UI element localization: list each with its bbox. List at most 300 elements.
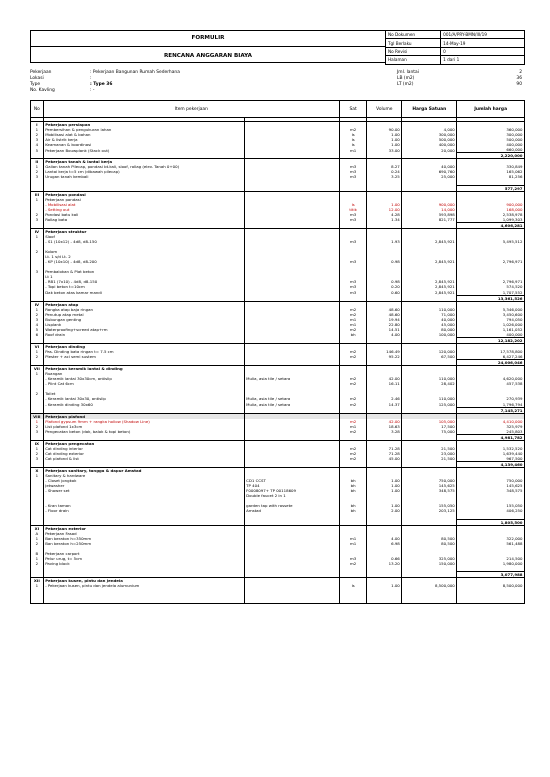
cell-vol: 146.49: [367, 349, 402, 354]
cell-sat: m2: [339, 307, 367, 312]
cell-sat: m2: [339, 327, 367, 332]
cell-sat: bh: [339, 488, 367, 493]
cell-jh: 400,000: [457, 142, 525, 147]
cell-vol: 42.00: [367, 376, 402, 381]
cell-no: II: [31, 159, 44, 165]
cell-jh: 794,050: [457, 317, 525, 322]
cell-item: Pekerjaan Bouwplank (Stack out): [43, 147, 244, 153]
cell-jh: 1,099,303: [457, 217, 525, 223]
cell-sat: m3: [339, 212, 367, 217]
cell-item: Sloof: [43, 234, 244, 239]
cell-item: List plafond 1x3cm: [43, 424, 244, 429]
cell-vol: 1.00: [367, 137, 402, 142]
cell-vol: 0.98: [367, 279, 402, 284]
cell-spec: garden tap with rossete: [244, 503, 339, 508]
cell-jh: 24,006,046: [457, 360, 525, 366]
cell-jh: 967,500: [457, 456, 525, 462]
cell-hs: 110,000: [402, 396, 457, 401]
cell-jh: 561,488: [457, 541, 525, 546]
cell-item: Pekerjaan pondasi: [43, 191, 244, 197]
info-value: : Pekerjaan Bangunan Rumah Sederhana: [90, 70, 180, 75]
cell-no: 1: [31, 197, 44, 202]
cell-hs: 21,500: [402, 446, 457, 451]
cell-vol: 0.98: [367, 259, 402, 264]
cell-vol: 95.22: [367, 354, 402, 360]
cell-no: 3: [31, 137, 44, 142]
cell-vol: 1.00: [367, 583, 402, 588]
cell-jh: 5,346,000: [457, 307, 525, 312]
cell-sat: titik: [339, 207, 367, 212]
col-no: No: [31, 101, 44, 118]
cell-sat: bh: [339, 508, 367, 513]
cell-sat: m1: [339, 322, 367, 327]
cell-no: 2: [31, 249, 44, 254]
form-title-box: [30, 30, 386, 63]
cell-spec: CD1 CCST: [244, 478, 339, 483]
cell-item: Ban beraton h=250mm: [43, 541, 244, 546]
cell-no: 1: [31, 446, 44, 451]
cell-no: XI: [31, 525, 44, 531]
cell-no: 5: [31, 327, 44, 332]
cell-hs: 2,845,921: [402, 284, 457, 289]
cell-jh: 900,000: [457, 202, 525, 207]
cell-no: VI: [31, 343, 44, 349]
cell-jh: 1,161,052: [457, 327, 525, 332]
cell-vol: 1.00: [367, 483, 402, 488]
cell-item: Cat plafond & list: [43, 456, 244, 462]
cell-sat: m2: [339, 419, 367, 424]
cell-sat: m3: [339, 556, 367, 561]
cell-hs: 2,845,921: [402, 259, 457, 264]
cell-sat: ls: [339, 137, 367, 142]
cell-sat: m2: [339, 127, 367, 132]
cell-no: 1: [31, 419, 44, 424]
cell-vol: 48.60: [367, 307, 402, 312]
cell-sat: ls: [339, 583, 367, 588]
cell-jh: 6,427,246: [457, 354, 525, 360]
info-key: Pekerjaan: [30, 70, 52, 75]
cell-no: IV: [31, 301, 44, 307]
cell-item: - Mobilisasi alat: [43, 202, 244, 207]
cell-sat: m2: [339, 429, 367, 435]
cell-jh: 2,796,971: [457, 279, 525, 284]
cell-hs: 45,000: [402, 322, 457, 327]
cell-hs: 2,845,921: [402, 279, 457, 284]
cell-jh: 360,000: [457, 127, 525, 132]
cell-sat: m3: [339, 259, 367, 264]
meta-value: 001/A/PRY-BMN/III/19: [441, 31, 525, 39]
cell-sat: m3: [339, 217, 367, 223]
cell-hs: 593,898: [402, 212, 457, 217]
cell-hs: 4,000: [402, 127, 457, 132]
cell-sat: bh: [339, 483, 367, 488]
cell-vol: 14.37: [367, 401, 402, 407]
cell-no: [31, 598, 44, 604]
cell-item: Pembalokan & Plat beton: [43, 269, 244, 274]
cell-vol: 71.28: [367, 451, 402, 456]
cell-spec: TP 404: [244, 483, 339, 488]
cell-jh: 245,803: [457, 429, 525, 435]
cell-sat: m2: [339, 312, 367, 317]
cell-item: Plester + aci semi sustem: [43, 354, 244, 360]
cell-no: 1: [31, 349, 44, 354]
cell-item: - RB1 (7x10) - 4d8, d8-150: [43, 279, 244, 284]
cell-item: - Keramik dinding 30x60: [43, 401, 244, 407]
meta-value: 1 dari 1: [441, 56, 525, 64]
cell-jh: 4,981,782: [457, 434, 525, 440]
cell-vol: 71.28: [367, 446, 402, 451]
cell-sat: m1: [339, 536, 367, 541]
cell-jh: 4,139,460: [457, 462, 525, 468]
cell-item: Penutup atap metal: [43, 312, 244, 317]
cell-hs: 40,000: [402, 317, 457, 322]
cell-hs: 500,000: [402, 137, 457, 142]
cell-vol: 48.60: [367, 312, 402, 317]
cell-vol: [367, 598, 402, 604]
cell-jh: 1,026,000: [457, 322, 525, 327]
cell-jh: 155,050: [457, 503, 525, 508]
cell-hs: 40,000: [402, 164, 457, 169]
info-value: : Type 36: [90, 82, 113, 87]
cell-vol: 13.20: [367, 561, 402, 566]
table-row: [31, 598, 525, 604]
cell-jh: 2,796,971: [457, 259, 525, 264]
cell-no: 1: [31, 556, 44, 561]
cell-vol: 1.00: [367, 503, 402, 508]
info-value: : -: [90, 88, 95, 93]
cell-jh: 4,606,281: [457, 222, 525, 228]
cell-vol: 4.00: [367, 332, 402, 338]
cell-sat: m2: [339, 381, 367, 386]
cell-jh: 750,000: [457, 478, 525, 483]
cell-jh: 1,805,500: [457, 519, 525, 525]
cell-item: - Pekerjaan kusen, pintu dan jendela alumunium: [43, 583, 244, 588]
cell-item: Pekerjaan kusen, pintu dan jendela: [43, 578, 244, 584]
cell-item: Paving block: [43, 561, 244, 566]
cell-sat: m3: [339, 169, 367, 174]
cell-sat: m1: [339, 424, 367, 429]
cell-jh: 1,639,440: [457, 451, 525, 456]
cell-hs: 203,125: [402, 508, 457, 513]
cell-sat: m2: [339, 446, 367, 451]
cell-hs: 300,000: [402, 132, 457, 137]
cell-item: Toilet: [43, 391, 244, 396]
cell-item: Pekerjaan exterior: [43, 525, 244, 531]
cell-hs: 2,845,921: [402, 290, 457, 296]
info-value: :: [90, 76, 92, 81]
cell-item: - Plint Cat 6cm: [43, 381, 244, 386]
cell-sat: m2: [339, 396, 367, 401]
cell-item: Pengecatan beton (dak, balok & topi beton): [43, 429, 244, 435]
cell-jh: 3,077,988: [457, 571, 525, 577]
cell-item: Pekerjaan atap: [43, 301, 244, 307]
cell-hs: 80,500: [402, 536, 457, 541]
cell-no: 1: [31, 583, 44, 588]
cell-jh: 406,250: [457, 508, 525, 513]
cell-item: Pekerjaan pondasi: [43, 197, 244, 202]
cell-jh: 13,361,526: [457, 295, 525, 301]
cell-no: 2: [31, 391, 44, 396]
cell-no: 3: [31, 317, 44, 322]
cell-item: Rollag bata: [43, 217, 244, 223]
cell-jh: 165,062: [457, 169, 525, 174]
cell-item: - Floor drain: [43, 508, 244, 513]
cell-hs: 80,500: [402, 541, 457, 546]
info-key: Jml. lantai: [397, 70, 419, 75]
cell-vol: 1.00: [367, 132, 402, 137]
cell-no: 2: [31, 451, 44, 456]
cell-item: Lantai kerja t=5 cm (dibawah pilecap): [43, 169, 244, 174]
cell-jh: 400,000: [457, 332, 525, 338]
table-row: [31, 396, 525, 401]
cell-vol: 1.93: [367, 239, 402, 244]
cell-jh: 17,578,800: [457, 349, 525, 354]
cell-vol: 0.60: [367, 290, 402, 296]
info-key: LT (m2): [397, 82, 414, 87]
cell-no: 5: [31, 147, 44, 153]
cell-sat: m2: [339, 451, 367, 456]
cell-vol: 2.46: [367, 396, 402, 401]
cell-no: 2: [31, 312, 44, 317]
cell-jh: 270,939: [457, 396, 525, 401]
cell-item: Pembersihan & pengukuran lahan: [43, 127, 244, 132]
cell-hs: [402, 598, 457, 604]
cell-vol: 4.00: [367, 536, 402, 541]
cell-hs: 21,500: [402, 456, 457, 462]
cell-no: 1: [31, 307, 44, 312]
cell-hs: 25,000: [402, 174, 457, 179]
cell-item: Ban beraton h=350mm: [43, 536, 244, 541]
cell-item: Urugan tanah kembali: [43, 174, 244, 179]
cell-no: 2: [31, 424, 44, 429]
cell-item: Pas. Dinding bata ringan t= 7.5 cm: [43, 349, 244, 354]
cell-spec: Mulia, asia tile / setara: [244, 396, 339, 401]
cell-item: Air & listrik kerja: [43, 137, 244, 142]
cell-vol: 45.00: [367, 456, 402, 462]
cell-vol: 1.34: [367, 217, 402, 223]
cell-item: - Closet jongkok: [43, 478, 244, 483]
cell-no: IX: [31, 440, 44, 446]
cell-item: Dak beton atas kamar mandi: [43, 290, 244, 296]
cell-hs: 14,000: [402, 207, 457, 212]
cell-no: 3: [31, 269, 44, 274]
cell-vol: 2.00: [367, 508, 402, 513]
cell-sat: m2: [339, 456, 367, 462]
cell-jh: 8,500,000: [457, 583, 525, 588]
form-subtitle: RENCANA ANGGARAN BIAYA: [164, 53, 252, 59]
col-volume: Volume: [367, 101, 402, 118]
cell-jh: 1,980,000: [457, 561, 525, 566]
cell-no: A: [31, 531, 44, 536]
cell-item: Lt 1: [43, 274, 244, 279]
cell-sat: ls: [339, 202, 367, 207]
cell-sat: m2: [339, 561, 367, 566]
cell-item: Pekerjaan persiapan: [43, 122, 244, 128]
cell-vol: 0.24: [367, 169, 402, 174]
cell-vol: 14.51: [367, 327, 402, 332]
cell-hs: 105,000: [402, 419, 457, 424]
cell-item: - Keramik lantai 30x30cm, antislip: [43, 376, 244, 381]
cell-vol: 42.00: [367, 419, 402, 424]
cell-jh: 2,220,000: [457, 153, 525, 159]
col-harga-satuan: Harga Satuan: [402, 101, 457, 118]
cell-item: Pekerjaan plafond: [43, 413, 244, 419]
cell-item: Bubungan genting: [43, 317, 244, 322]
cell-item: - Keramik lantai 30x30, antislip: [43, 396, 244, 401]
cell-jh: 12,182,202: [457, 337, 525, 343]
cell-sat: m2: [339, 376, 367, 381]
cell-sat: bh: [339, 503, 367, 508]
cell-hs: 120,000: [402, 349, 457, 354]
cell-hs: 2,845,921: [402, 239, 457, 244]
cell-no: VIII: [31, 413, 44, 419]
meta-label: No Revisi: [386, 47, 441, 55]
cell-hs: 690,760: [402, 169, 457, 174]
cell-item: Pekerjaan carport: [43, 551, 244, 556]
cell-no: VII: [31, 366, 44, 372]
cell-no: I: [31, 122, 44, 128]
cell-vol: 0.66: [367, 556, 402, 561]
cell-item: Pekerjaan pengecatan: [43, 440, 244, 446]
cell-jh: 4,620,000: [457, 376, 525, 381]
cell-jh: 1,796,794: [457, 401, 525, 407]
cell-jh: 660,000: [457, 147, 525, 153]
cell-jh: 214,500: [457, 556, 525, 561]
cell-no: 1: [31, 164, 44, 169]
cell-no: XII: [31, 578, 44, 584]
cell-vol: 90.00: [367, 127, 402, 132]
cell-sat: m3: [339, 279, 367, 284]
cell-sat: m2: [339, 354, 367, 360]
cell-sat: [339, 598, 367, 604]
cell-no: 3: [31, 456, 44, 462]
cell-vol: 22.80: [367, 322, 402, 327]
cell-jh: 300,000: [457, 132, 525, 137]
cell-hs: 67,500: [402, 354, 457, 360]
cell-hs: 150,000: [402, 561, 457, 566]
cell-jh: [457, 598, 525, 604]
cell-item: - Topi beton t=10cm: [43, 284, 244, 289]
form-header: [30, 30, 525, 63]
cell-vol: 6.98: [367, 541, 402, 546]
cell-item: Pekerjaan keramik lantai & dinding: [43, 366, 244, 372]
info-key: Lokasi: [30, 76, 44, 81]
info-value: 90: [516, 82, 522, 87]
cell-item: - KP (10x10) - 4d8, d8-200: [43, 259, 244, 264]
col-item: Item pekerjaan: [43, 101, 339, 118]
cell-no: 1: [31, 371, 44, 376]
cell-vol: 8.27: [367, 164, 402, 169]
boq-body: [31, 118, 525, 604]
cell-spec: Mulia, asia tile / setara: [244, 401, 339, 407]
cell-no: 3: [31, 217, 44, 223]
cell-hs: 900,000: [402, 202, 457, 207]
cell-item: Pekerjaan tanah & lantai kerja: [43, 159, 244, 165]
cell-vol: 33.00: [367, 147, 402, 153]
cell-vol: 0.20: [367, 284, 402, 289]
cell-vol: 16.11: [367, 381, 402, 386]
form-title: FORMULIR: [191, 35, 225, 41]
cell-item: Keamanan & koordinasi: [43, 142, 244, 147]
boq-table: [30, 100, 525, 604]
cell-spec: Double faucet 2 in 1: [244, 493, 339, 498]
cell-jh: 1,532,520: [457, 446, 525, 451]
cell-item: Roof drain: [43, 332, 244, 338]
cell-jh: 325,979: [457, 424, 525, 429]
cell-item: Pekerjaan struktur: [43, 228, 244, 234]
cell-spec: [244, 598, 339, 604]
cell-hs: 348,575: [402, 488, 457, 493]
cell-hs: 110,000: [402, 307, 457, 312]
cell-no: 3: [31, 429, 44, 435]
cell-sat: m3: [339, 174, 367, 179]
cell-item: - Shower set: [43, 488, 244, 493]
cell-hs: 155,050: [402, 503, 457, 508]
cell-spec: Mulia, asia tile / setara: [244, 376, 339, 381]
cell-vol: 3.28: [367, 429, 402, 435]
rab-sheet: [30, 30, 525, 765]
cell-no: 2: [31, 169, 44, 174]
cell-sat: m3: [339, 290, 367, 296]
info-value: 2: [519, 70, 522, 75]
cell-no: 2: [31, 561, 44, 566]
project-info: [30, 70, 525, 100]
cell-item: Kolom: [43, 249, 244, 254]
cell-no: 6: [31, 332, 44, 338]
cell-item: Cat dinding exterior: [43, 451, 244, 456]
cell-hs: 8,500,000: [402, 583, 457, 588]
cell-no: 3: [31, 174, 44, 179]
cell-no: 2: [31, 212, 44, 217]
cell-hs: 325,000: [402, 556, 457, 561]
cell-item: Pekerjaan Fasad: [43, 531, 244, 536]
cell-hs: 80,000: [402, 327, 457, 332]
cell-vol: 4.28: [367, 212, 402, 217]
cell-jh: 7,145,271: [457, 407, 525, 413]
cell-jh: 500,000: [457, 137, 525, 142]
table-header-row: [31, 101, 525, 118]
cell-no: III: [31, 191, 44, 197]
cell-hs: 750,000: [402, 478, 457, 483]
cell-sat: m3: [339, 164, 367, 169]
info-key: Type: [30, 82, 41, 87]
cell-sat: m3: [339, 239, 367, 244]
cell-hs: 110,000: [402, 376, 457, 381]
cell-no: 2: [31, 132, 44, 137]
cell-no: 1: [31, 234, 44, 239]
cell-hs: 125,000: [402, 401, 457, 407]
cell-jh: 5,495,512: [457, 239, 525, 244]
col-jumlah-harga: Jumlah harga: [457, 101, 525, 118]
cell-spec: Amstad: [244, 508, 339, 513]
cell-sat: m1: [339, 317, 367, 322]
cell-item: Pekerjaan sanitary, tangga & dapur Amstad: [43, 468, 244, 474]
cell-vol: 19.94: [367, 317, 402, 322]
cell-sat: m1: [339, 147, 367, 153]
cell-hs: 75,000: [402, 429, 457, 435]
cell-sat: bh: [339, 478, 367, 483]
document-meta: [385, 30, 525, 63]
cell-jh: 4,410,000: [457, 419, 525, 424]
cell-sat: ls: [339, 142, 367, 147]
cell-sat: m2: [339, 349, 367, 354]
cell-no: IV: [31, 228, 44, 234]
cell-vol: 3.25: [367, 174, 402, 179]
cell-jh: 2,538,978: [457, 212, 525, 217]
cell-vol: 12.00: [367, 207, 402, 212]
info-key: LB (m2): [397, 76, 415, 81]
cell-hs: 100,000: [402, 332, 457, 338]
